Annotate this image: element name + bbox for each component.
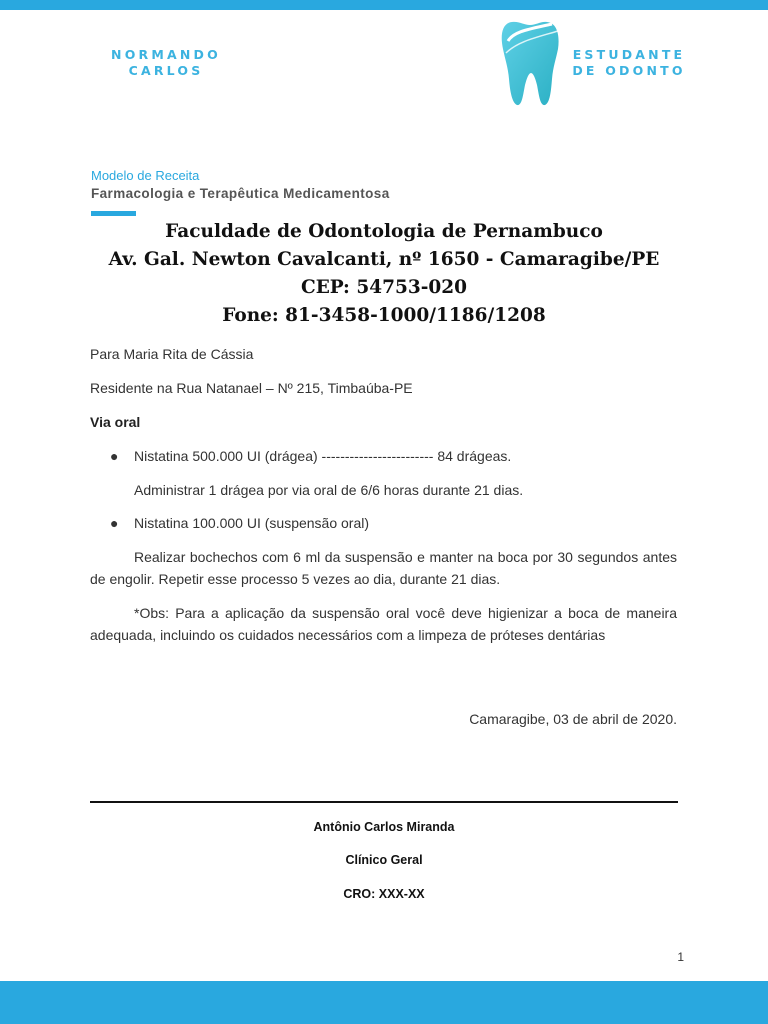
- signer-role: Clínico Geral: [345, 853, 423, 867]
- brand-right-line-2: DE ODONTO: [572, 63, 686, 78]
- brand-name-right: [566, 47, 692, 79]
- tooth-icon: [500, 19, 560, 107]
- signature-line: [90, 801, 678, 803]
- course-name: Farmacologia e Terapêutica Medicamentosa: [91, 186, 390, 201]
- patient-name-line: Para Maria Rita de Cássia: [90, 346, 254, 362]
- observation-note: *Obs: Para a aplicação da suspensão oral você deve higienizar a boca de maneira adequada, incluindo os cuidados necessários com a limpeza de próteses dentárias: [90, 605, 677, 643]
- institution-phone: Fone: 81-3458-1000/1186/1208: [222, 305, 546, 326]
- patient-address-line: Residente na Rua Natanael – Nº 215, Timbaúba-PE: [90, 380, 413, 396]
- brand-left-line-2: CARLOS: [128, 63, 204, 78]
- signer-cro: CRO: XXX-XX: [343, 887, 425, 901]
- institution-header: [80, 218, 688, 330]
- bullet-icon: ●: [110, 515, 119, 531]
- route-heading: Via oral: [90, 414, 141, 430]
- brand-right-line-1: ESTUDANTE: [572, 47, 686, 62]
- bottom-accent-band: [0, 981, 768, 1024]
- accent-bar: [91, 211, 136, 216]
- document-type-label: Modelo de Receita: [91, 168, 200, 183]
- institution-cep: CEP: 54753-020: [300, 277, 467, 298]
- top-accent-band: [0, 0, 768, 10]
- brand-name-left: [96, 47, 236, 79]
- bullet-icon: ●: [110, 448, 119, 464]
- institution-name: Faculdade de Odontologia de Pernambuco: [165, 221, 603, 242]
- medication-1-text: Nistatina 500.000 UI (drágea) ------------------------ 84 drágeas.: [134, 448, 512, 464]
- medication-item-2: [110, 512, 369, 534]
- institution-address: Av. Gal. Newton Cavalcanti, nº 1650 - Camaragibe/PE: [108, 249, 660, 270]
- signer-name: Antônio Carlos Miranda: [313, 820, 455, 834]
- medication-2-text: Nistatina 100.000 UI (suspensão oral): [134, 515, 370, 531]
- date-line: Camaragibe, 03 de abril de 2020.: [469, 711, 677, 727]
- medication-item-1: [110, 445, 511, 467]
- medication-1-instruction: Administrar 1 drágea por via oral de 6/6 horas durante 21 dias.: [134, 482, 524, 498]
- medication-2-instruction: Realizar bochechos com 6 ml da suspensão e manter na boca por 30 segundos antes de engolir. Repetir esse processo 5 vezes ao dia, durante 21 dias.: [90, 549, 677, 587]
- page-number: 1: [677, 950, 684, 964]
- brand-left-line-1: NORMANDO: [111, 47, 221, 62]
